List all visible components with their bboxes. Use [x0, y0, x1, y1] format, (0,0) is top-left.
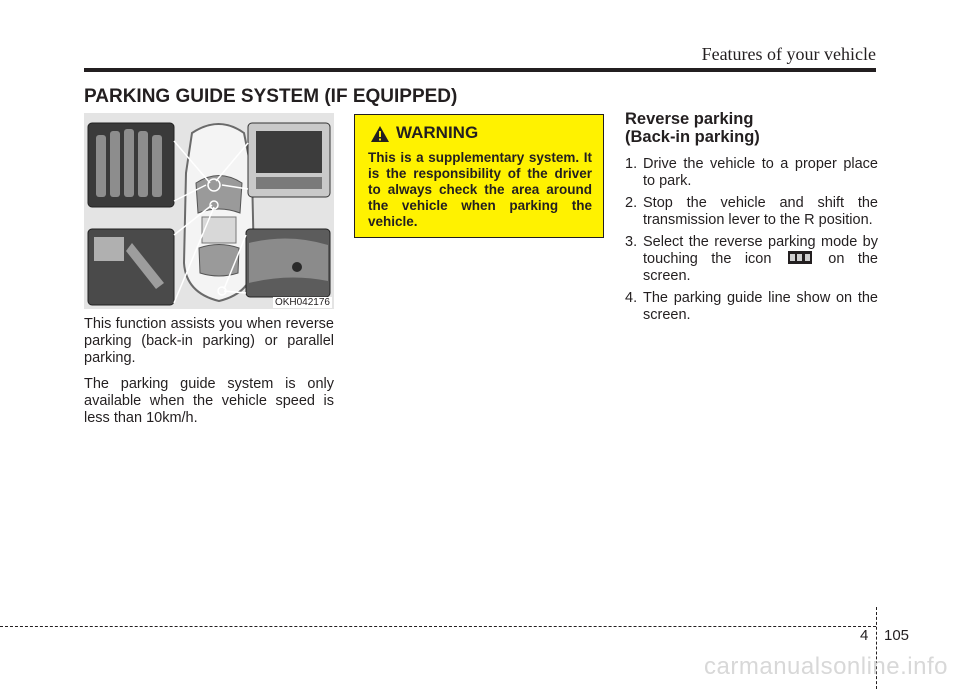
reverse-parking-title-line1: Reverse parking: [625, 110, 754, 128]
step-text: Drive the vehicle to a proper place to park.: [643, 156, 878, 189]
step-text-before-icon: Select the reverse parking mode by touching the icon: [643, 234, 878, 267]
figure-code: OKH042176: [274, 297, 330, 308]
step-item: [625, 195, 878, 229]
warning-triangle-icon: [370, 125, 390, 143]
footer-rule: [0, 626, 876, 627]
step-number: 3.: [625, 234, 638, 250]
step-number: 2.: [625, 195, 638, 211]
step-item: [625, 290, 878, 324]
warning-label: WARNING: [396, 123, 479, 142]
running-header: Features of your vehicle: [701, 44, 876, 64]
page-number: 105: [884, 627, 910, 644]
header-rule: [84, 68, 876, 72]
warning-box: [354, 114, 604, 238]
intro-paragraph-2: The parking guide system is only available when the vehicle speed is less than 10km/h.: [84, 376, 334, 426]
reverse-parking-title: [625, 110, 878, 146]
left-column: [84, 113, 334, 436]
step-text: The parking guide line show on the screen.: [643, 290, 878, 323]
chapter-number: 4: [860, 627, 869, 644]
watermark: carmanualsonline.info: [704, 653, 948, 680]
car-interior-illustration: [84, 113, 334, 309]
parking-guide-illustration: [84, 113, 334, 309]
section-title: PARKING GUIDE SYSTEM (IF EQUIPPED): [84, 86, 458, 107]
step-text: [643, 234, 878, 285]
step-text: Stop the vehicle and shift the transmission lever to the R position.: [643, 195, 878, 228]
reverse-parking-steps: [625, 156, 878, 324]
step-text-after-icon: on the screen.: [643, 251, 878, 284]
warning-text: This is a supplementary system. It is the responsibility of the driver to always check the area around the vehicle when parking the vehicle.: [368, 150, 592, 229]
step-number: 4.: [625, 290, 638, 306]
intro-paragraph-1: This function assists you when reverse parking (back-in parking) or parallel parking.: [84, 316, 334, 366]
step-number: 1.: [625, 156, 638, 172]
reverse-parking-mode-icon: [788, 251, 812, 264]
step-item: [625, 156, 878, 190]
right-column: [625, 110, 878, 329]
step-item: [625, 234, 878, 285]
reverse-parking-title-line2: (Back-in parking): [625, 128, 760, 146]
